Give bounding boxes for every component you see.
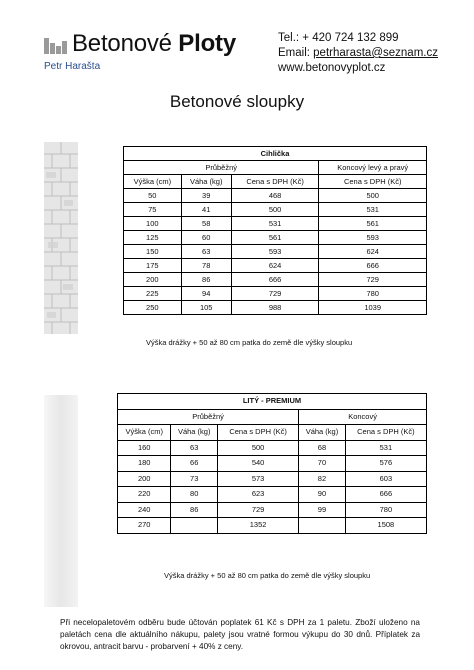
table-row [118, 518, 427, 534]
table-cell: 99 [299, 502, 346, 518]
table-cell: 125 [124, 231, 182, 245]
table-cell: 78 [181, 259, 231, 273]
table1-group-left: Průběžný [124, 161, 319, 175]
table-row [118, 471, 427, 487]
cihlicka-price-table [123, 146, 427, 315]
table1-header-cell: Váha (kg) [181, 175, 231, 189]
table2-header-cell: Cena s DPH (Kč) [345, 425, 426, 441]
table-cell: 576 [345, 456, 426, 472]
table-cell: 200 [124, 273, 182, 287]
table-cell: 729 [217, 502, 298, 518]
brand-bold: Ploty [178, 30, 236, 57]
brand-name [72, 30, 236, 58]
table-cell: 500 [319, 189, 427, 203]
table-cell: 729 [319, 273, 427, 287]
contact-tel [278, 31, 438, 46]
email-link[interactable]: petrharasta@seznam.cz [313, 47, 438, 59]
table2-group-right: Koncový [299, 409, 427, 425]
table-cell: 1039 [319, 301, 427, 315]
table-cell: 531 [319, 203, 427, 217]
contact-block [278, 31, 438, 76]
table-cell: 666 [319, 259, 427, 273]
table-cell: 540 [217, 456, 298, 472]
table2-title: LITÝ - PREMIUM [118, 394, 427, 410]
table-cell: 94 [181, 287, 231, 301]
brick-pillar-image [44, 142, 78, 334]
table-row [124, 189, 427, 203]
table2-note: Výška drážky + 50 až 80 cm patka do země dle výšky sloupku [164, 571, 371, 580]
table-cell [171, 518, 218, 534]
table-cell: 200 [118, 471, 171, 487]
table-cell: 531 [231, 217, 319, 231]
owner-name: Petr Harašta [44, 61, 101, 72]
table-cell: 573 [217, 471, 298, 487]
table-cell: 60 [181, 231, 231, 245]
table-cell: 160 [118, 440, 171, 456]
cast-pillar-image [44, 395, 78, 607]
table-cell: 82 [299, 471, 346, 487]
table-cell: 666 [345, 487, 426, 503]
table-cell: 105 [181, 301, 231, 315]
table-cell: 75 [124, 203, 182, 217]
table-cell: 624 [319, 245, 427, 259]
table-cell: 68 [299, 440, 346, 456]
table-cell: 666 [231, 273, 319, 287]
table-cell: 1508 [345, 518, 426, 534]
table-row [124, 259, 427, 273]
brand-regular: Betonové [72, 30, 172, 57]
table-cell: 593 [319, 231, 427, 245]
table1-title: Cihlička [124, 147, 427, 161]
table-cell: 225 [124, 287, 182, 301]
table-cell: 220 [118, 487, 171, 503]
table-row [118, 456, 427, 472]
table1-header-cell: Výška (cm) [124, 175, 182, 189]
table-cell: 180 [118, 456, 171, 472]
table-cell: 86 [171, 502, 218, 518]
table-cell [299, 518, 346, 534]
table-cell: 561 [231, 231, 319, 245]
table1-header-cell: Cena s DPH (Kč) [319, 175, 427, 189]
contact-web[interactable]: www.betonovyplot.cz [278, 62, 386, 74]
table-cell: 729 [231, 287, 319, 301]
table2-header-cell: Cena s DPH (Kč) [217, 425, 298, 441]
email-label: Email: [278, 47, 310, 59]
tel-value: + 420 724 132 899 [302, 32, 399, 44]
table-cell: 58 [181, 217, 231, 231]
table-cell: 531 [345, 440, 426, 456]
table-row [124, 217, 427, 231]
contact-email [278, 46, 438, 61]
lity-premium-price-table [117, 393, 427, 534]
table-row [124, 287, 427, 301]
table-cell: 593 [231, 245, 319, 259]
table-cell: 623 [217, 487, 298, 503]
brand-logo-icon [44, 38, 68, 54]
table-cell: 150 [124, 245, 182, 259]
table-cell: 41 [181, 203, 231, 217]
table-cell: 780 [319, 287, 427, 301]
table-row [124, 245, 427, 259]
table-row [124, 301, 427, 315]
table-cell: 66 [171, 456, 218, 472]
table-row [124, 273, 427, 287]
table1-note: Výška drážky + 50 až 80 cm patka do země dle výšky sloupku [146, 338, 353, 347]
table-row [124, 231, 427, 245]
table-cell: 270 [118, 518, 171, 534]
page-title: Betonové sloupky [169, 92, 305, 111]
table-cell: 70 [299, 456, 346, 472]
table-cell: 63 [181, 245, 231, 259]
table-cell: 86 [181, 273, 231, 287]
table-cell: 988 [231, 301, 319, 315]
table2-header-cell: Váha (kg) [299, 425, 346, 441]
table-cell: 80 [171, 487, 218, 503]
table-cell: 561 [319, 217, 427, 231]
table1-header-cell: Cena s DPH (Kč) [231, 175, 319, 189]
table-cell: 250 [124, 301, 182, 315]
table-row [118, 440, 427, 456]
table-row [118, 502, 427, 518]
table-cell: 500 [231, 203, 319, 217]
table2-header-cell: Výška (cm) [118, 425, 171, 441]
table-cell: 175 [124, 259, 182, 273]
table-cell: 63 [171, 440, 218, 456]
table-cell: 780 [345, 502, 426, 518]
table-cell: 603 [345, 471, 426, 487]
table-cell: 1352 [217, 518, 298, 534]
table-cell: 624 [231, 259, 319, 273]
table2-group-left: Průběžný [118, 409, 299, 425]
table-cell: 39 [181, 189, 231, 203]
footer-terms: Při necelopaletovém odběru bude účtován poplatek 61 Kč s DPH za 1 paletu. Zboží uloženo na paletách cena dle aktuálního nákupu, palety jsou vratné formou výkupu do 30 dnů. Příplatek za okrovou, antracit barvu - probarvení + 40% z ceny. [60, 618, 420, 651]
table-cell: 100 [124, 217, 182, 231]
table-row [118, 487, 427, 503]
table-cell: 50 [124, 189, 182, 203]
tel-label: Tel.: [278, 32, 300, 44]
table-cell: 240 [118, 502, 171, 518]
table-cell: 90 [299, 487, 346, 503]
table-cell: 468 [231, 189, 319, 203]
table-cell: 73 [171, 471, 218, 487]
table-row [124, 203, 427, 217]
table-cell: 500 [217, 440, 298, 456]
table1-group-right: Koncový levý a pravý [319, 161, 427, 175]
table2-header-cell: Váha (kg) [171, 425, 218, 441]
